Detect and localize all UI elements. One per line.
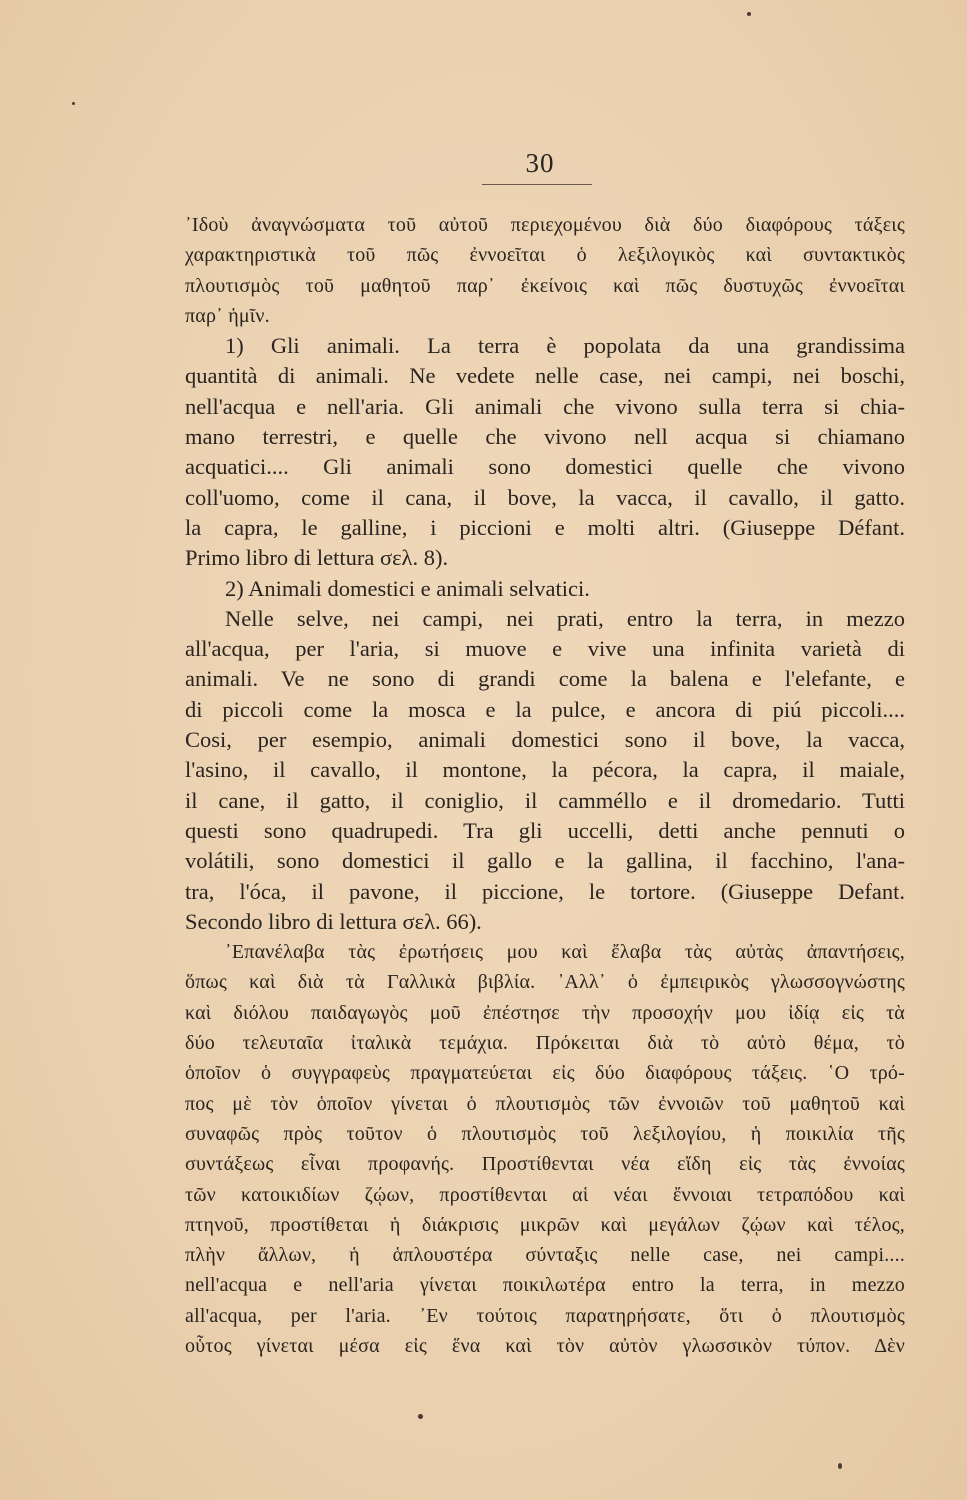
- paper-speck: [747, 12, 751, 16]
- text-line: nell'acqua e nell'aria γίνεται ποικιλωτέρα entro la terra, in mezzo: [185, 1274, 905, 1297]
- text-line: coll'uomo, come il cana, il bove, la vacca, il cavallo, il gatto.: [185, 484, 905, 510]
- text-line: συναφῶς πρὸς τοῦτον ὁ πλουτισμὸς τοῦ λεξιλογίου, ἡ ποικιλία τῆς: [185, 1122, 905, 1145]
- text-line: οὗτος γίνεται μέσα εἰς ἕνα καὶ τὸν αὐτὸν γλωσσικὸν τύπον. Δὲν: [185, 1334, 905, 1357]
- text-line: Secondo libro di lettura σελ. 66).: [185, 908, 482, 934]
- text-line: all'acqua, per l'aria, si muove e vive una infinita varietà di: [185, 636, 905, 662]
- text-line: quantità di animali. Ne vedete nelle case, nei campi, nei boschi,: [185, 363, 905, 389]
- text-line: ᾿Επανέλαβα τὰς ἐρωτήσεις μου καὶ ἔλαβα τὰς αὐτὰς ἀπαντήσεις,: [225, 941, 905, 964]
- text-line: la capra, le galline, i piccioni e molti altri. (Giuseppe Défant.: [185, 514, 905, 540]
- text-line: questi sono quadrupedi. Tra gli uccelli, detti anche pennuti o: [185, 817, 905, 843]
- text-line: il cane, il gatto, il coniglio, il camméllo e il dromedario. Tutti: [185, 787, 905, 813]
- text-line: Nelle selve, nei campi, nei prati, entro la terra, in mezzo: [225, 605, 905, 631]
- text-line: Primo libro di lettura σελ. 8).: [185, 545, 449, 571]
- text-line: παρ᾿ ἡμῖν.: [185, 304, 270, 327]
- text-line: χαρακτηριστικὰ τοῦ πῶς ἐννοεῖται ὁ λεξιλογικὸς καὶ συντακτικὸς: [185, 244, 905, 267]
- text-line: τῶν κατοικιδίων ζῴων, προστίθενται αἱ νέαι ἔννοιαι τετραπόδου καὶ: [185, 1183, 905, 1206]
- text-line: Cosi, per esempio, animali domestici sono il bove, la vacca,: [185, 727, 905, 753]
- text-line: πλουτισμὸς τοῦ μαθητοῦ παρ᾿ ἐκείνοις καὶ πῶς δυστυχῶς ἐννοεῖται: [185, 274, 905, 297]
- paper-speck: [838, 1463, 842, 1469]
- text-line: volátili, sono domestici il gallo e la gallina, il facchino, l'ana-: [185, 848, 905, 874]
- page-number: 30: [525, 148, 555, 178]
- text-line: πος μὲ τὸν ὁποῖον γίνεται ὁ πλουτισμὸς τῶν ἐννοιῶν τοῦ μαθητοῦ καὶ: [185, 1092, 905, 1115]
- text-line: ὁποῖον ὁ συγγραφεὺς πραγματεύεται εἰς δύο διαφόρους τάξεις. ῾Ο τρό-: [185, 1062, 905, 1085]
- paper-speck: [72, 102, 75, 105]
- text-line: tra, l'óca, il pavone, il piccione, le tortore. (Giuseppe Defant.: [185, 878, 905, 904]
- text-line: di piccoli come la mosca e la pulce, e ancora di piú piccoli....: [185, 696, 905, 722]
- text-line: ὅπως καὶ διὰ τὰ Γαλλικὰ βιβλία. ᾿Αλλ᾿ ὁ ἐμπειρικὸς γλωσσογνώστης: [185, 971, 905, 994]
- text-line: πτηνοῦ, προστίθεται ἡ διάκρισις μικρῶν καὶ μεγάλων ζῴων καὶ τέλος,: [185, 1213, 905, 1236]
- text-line: ᾿Ιδοὺ ἀναγνώσματα τοῦ αὐτοῦ περιεχομένου διὰ δύο διαφόρους τάξεις: [185, 214, 905, 236]
- paper-speck: [418, 1414, 423, 1419]
- text-line: δύο τελευταῖα ἰταλικὰ τεμάχια. Πρόκειται διὰ τὸ αὐτὸ θέμα, τὸ: [185, 1032, 905, 1055]
- text-line: l'asino, il cavallo, il montone, la pécora, la capra, il maiale,: [185, 757, 905, 783]
- body-text: [185, 210, 905, 1361]
- text-line: πλὴν ἄλλων, ἡ ἁπλουστέρα σύνταξις nelle case, nei campi....: [185, 1244, 905, 1267]
- text-line: animali. Ve ne sono di grandi come la balena e l'elefante, e: [185, 666, 905, 692]
- text-line: συντάξεως εἶναι προφανής. Προστίθενται νέα εἴδη εἰς τὰς ἐννοίας: [185, 1153, 905, 1176]
- text-line: acquatici.... Gli animali sono domestici quelle che vivono: [185, 454, 905, 480]
- text-line: 2) Animali domestici e animali selvatici.: [225, 575, 590, 601]
- text-line: καὶ διόλου παιδαγωγὸς μοῦ ἐπέστησε τὴν προσοχήν μου ἰδίᾳ εἰς τὰ: [185, 1001, 905, 1024]
- text-line: mano terrestri, e quelle che vivono nell acqua si chiamano: [185, 424, 905, 450]
- text-line: 1) Gli animali. La terra è popolata da una grandissima: [225, 333, 905, 359]
- text-line: nell'acqua e nell'aria. Gli animali che vivono sulla terra si chia-: [185, 393, 905, 419]
- page-number-rule: [482, 184, 592, 185]
- text-line: all'acqua, per l'aria. ᾿Εν τούτοις παρατηρήσατε, ὅτι ὁ πλουτισμὸς: [185, 1304, 905, 1327]
